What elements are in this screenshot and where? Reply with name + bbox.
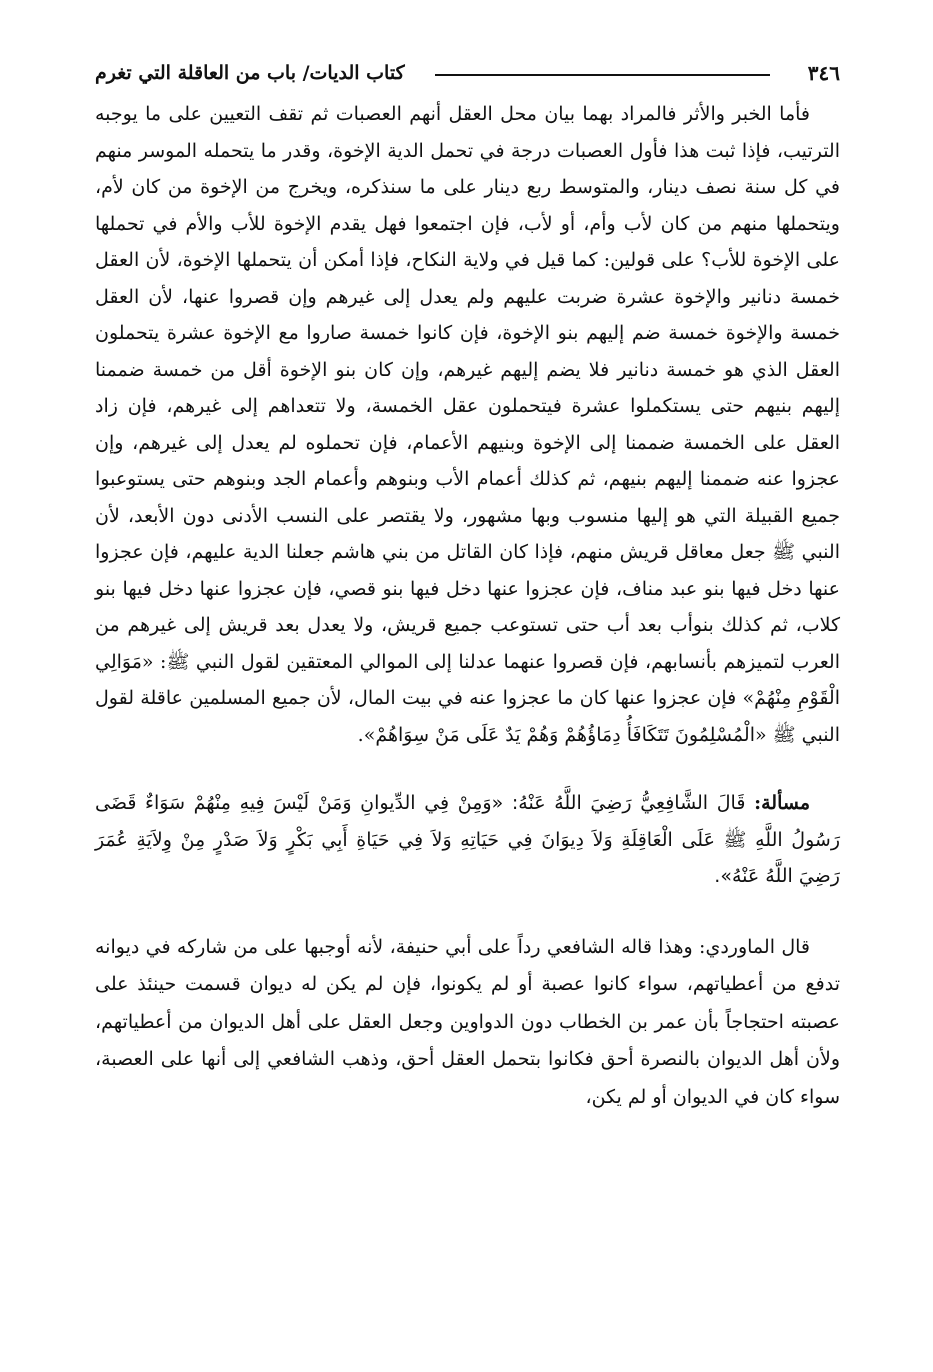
shafii-quote: قَالَ الشَّافِعِيُّ رَضِيَ اللَّهُ عَنْهُ: «وَمِنْ فِي الدِّيوانِ وَمَنْ لَيْسَ فِيهِ مِنْهُمْ سَوَاءٌ قَضَى رَسُولُ اللَّهِ ﷺ عَلَى الْعَاقِلَةِ وَلاَ دِيوَانَ فِي حَيَاتِهِ وَلاَ فِي حَيَاةِ أَبِي بَكْرٍ وَلاَ صَدْرٍ مِنْ وِلاَيَةِ عُمَرَ رَضِيَ اللَّهُ عَنْهُ». <box>95 792 840 887</box>
paragraph-commentary: فأما الخبر والأثر فالمراد بهما بيان محل العقل أنهم العصبات ثم تقف التعيين على ما يوجبه الترتيب، فإذا ثبت هذا فأول العصبات درجة في تحمل الدية الإخوة، وقدر ما يتحمله الموسر منهم في كل سنة نصف دينار، والمتوسط ربع دينار على ما سنذكره، ويخرج من الإخوة من كان لأم، ويتحملها منهم من كان لأب وأم، أو لأب، فإن اجتمعوا فهل يقدم الإخوة للأب والأم في تحملها على الإخوة للأب؟ على قولين: كما قيل في ولاية النكاح، فإذا أمكن أن يتحملها الإخوة، لأن العقل خمسة دنانير والإخوة عشرة ضربت عليهم ولم يعدل إلى غيرهم وإن قصروا عنها، لأن العقل خمسة والإخوة خمسة ضم إليهم بنو الإخوة، فإن كانوا خمسة صاروا مع الإخوة عشرة يتحملون العقل الذي هو خمسة دنانير فلا يضم إليهم غيرهم، وإن كان بنو الإخوة أقل من خمسة ضممنا إليهم بنيهم حتى يستكملوا عشرة فيتحملون عقل الخمسة، ولا تتعداهم إلى غيرهم، فإن زاد العقل على الخمسة ضممنا إلى الإخوة وبنيهم الأعمام، فإن تحملوه لم يعدل إلى غيرهم، وإن عجزوا عنه ضممنا إليهم بنيهم، ثم كذلك أعمام الأب وبنوهم وأعمام الجد وبنوهم حتى يستوعبوا جميع القبيلة التي هو إليها منسوب وبها مشهور، ولا يقتصر على النسب الأدنى دون الأبعد، لأن النبي ﷺ جعل معاقل قريش منهم، فإذا كان القاتل من بني هاشم جعلنا الدية عليهم، فإن عجزوا عنها دخل فيها بنو عبد مناف، فإن عجزوا عنها دخل فيها بنو قصي، فإن عجزوا عنها دخل فيها بنو كلاب، ثم كذلك بنوأب بعد أب حتى تستوعب جميع قريش، ولا يعدل بعد قريش إلى غيرهم من العرب لتميزهم بأنسابهم، فإن قصروا عنهما عدلنا إلى الموالي المعتقين لقول النبي ﷺ: «مَوَالِي الْقَوْمِ مِنْهُمْ» فإن عجزوا عنها كان ما عجزوا عنه في بيت المال، لأن جميع المسلمين عاقلة لقول النبي ﷺ «الْمُسْلِمُونَ تَتَكَافَأُ دِمَاؤُهُمْ وَهُمْ يَدٌ عَلَى مَنْ سِوَاهُمْ». <box>95 103 840 746</box>
page-header <box>95 60 840 90</box>
running-title: كتاب الديات/ باب من العاقلة التي تغرم <box>95 62 405 84</box>
body-text <box>95 96 840 1116</box>
masala-label: مسألة: <box>754 792 811 814</box>
paragraph-mawardi: قال الماوردي: وهذا قاله الشافعي رداً على أبي حنيفة، لأنه أوجبها على من شاركه في ديوانه تدفع من أعطياتهم، سواء كانوا عصبة أو لم يكونوا، فإن لم يكن له ديوان قسمت حينئذ على عصبته احتجاجاً بأن عمر بن الخطاب دون الدواوين وجعل العقل على أهل الديوان من أعطياتهم، ولأن أهل الديوان بالنصرة أحق فكانوا بتحمل العقل أحق، وذهب الشافعي إلى أنها على العصبة، سواء كان في الديوان أو لم يكن، <box>95 935 840 1108</box>
masala-paragraph <box>95 785 840 895</box>
page-number: ٣٤٦ <box>807 61 840 85</box>
header-rule <box>435 74 770 76</box>
